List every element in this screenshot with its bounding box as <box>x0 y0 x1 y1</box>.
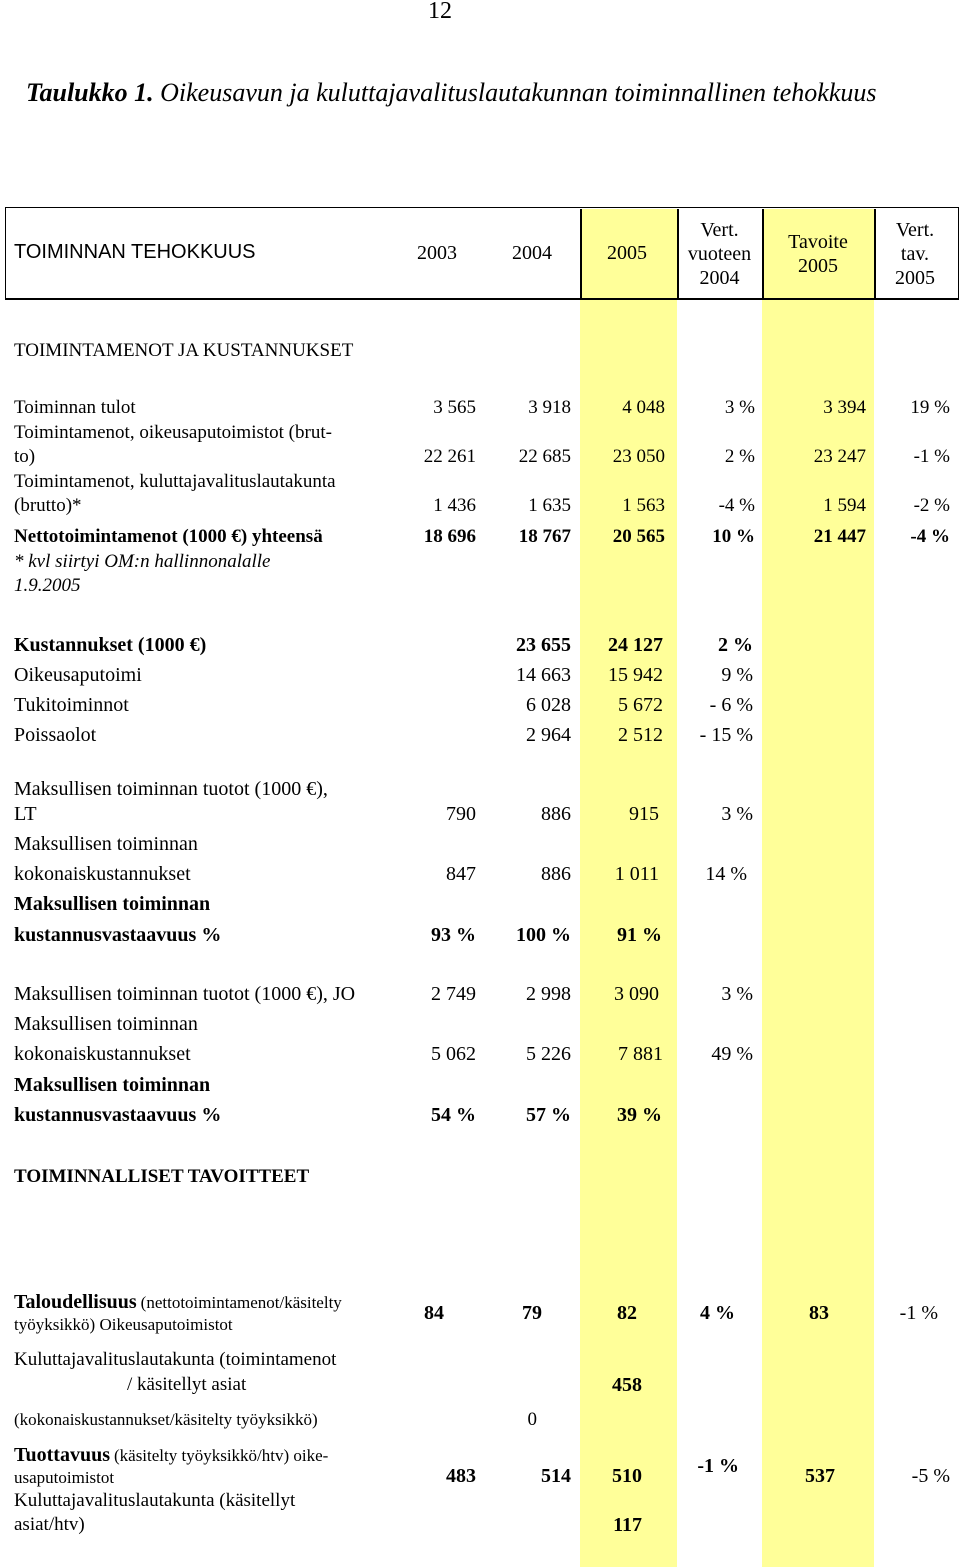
cell-2004: 6 028 <box>526 694 571 716</box>
cell-target: 3 394 <box>823 397 866 418</box>
cell-2005: 23 050 <box>612 446 665 467</box>
cell-vert: -1 % <box>697 1455 739 1477</box>
cell-2003: 3 565 <box>433 397 476 418</box>
label-bold: Taloudellisuus <box>14 1291 137 1313</box>
cell-vert: 14 % <box>705 863 747 885</box>
row-label: LT <box>14 803 37 825</box>
cell-2004: 886 <box>541 863 571 885</box>
label-bold: Tuottavuus <box>14 1444 110 1466</box>
cell-vert: 9 % <box>721 664 753 686</box>
column-header-2004: 2004 <box>512 242 552 264</box>
cell-2005: 1 011 <box>614 863 659 885</box>
row-label: Maksullisen toiminnan tuotot (1000 €), JO <box>14 983 356 1005</box>
cell-2005: 510 <box>612 1465 642 1487</box>
cell-vert-target: -4 % <box>910 526 950 547</box>
footnote: * kvl siirtyi OM:n hallinnonalalle <box>14 551 271 572</box>
cell-2005: 7 881 <box>618 1043 663 1065</box>
cell-vert: 3 % <box>721 803 753 825</box>
cell-2005: 15 942 <box>608 664 663 686</box>
cell-2004: 79 <box>522 1302 542 1324</box>
row-label: Kuluttajavalituslautakunta (toimintamenot <box>14 1349 337 1370</box>
column-header-2003: 2003 <box>417 242 457 264</box>
row-label: Oikeusaputoimi <box>14 664 142 686</box>
row-label: kustannusvastaavuus % <box>14 1104 222 1126</box>
cell-2004: 0 <box>527 1409 537 1430</box>
row-label: kustannusvastaavuus % <box>14 924 222 946</box>
cell-2005: 117 <box>613 1514 642 1536</box>
header-line: 2005 <box>798 255 838 277</box>
cell-2004: 5 226 <box>526 1043 571 1065</box>
cell-vert: - 15 % <box>699 724 753 746</box>
row-label: Maksullisen toiminnan <box>14 1013 198 1035</box>
row-label-costs: Kustannukset (1000 €) <box>14 634 207 656</box>
cell-2004: 23 655 <box>516 634 571 656</box>
cell-2005: 1 563 <box>622 495 665 516</box>
cell-2005: 24 127 <box>608 634 663 656</box>
row-label: usaputoimistot <box>14 1468 115 1487</box>
cell-2003: 1 436 <box>433 495 476 516</box>
cell-vert: 2 % <box>718 634 753 656</box>
cell-2003: 2 749 <box>431 983 476 1005</box>
row-label: työyksikkö) Oikeusaputoimistot <box>14 1315 233 1334</box>
section-heading-operating: TOIMINTAMENOT JA KUSTANNUKSET <box>14 340 354 361</box>
row-label: Maksullisen toiminnan <box>14 1074 211 1096</box>
cell-vert: 10 % <box>712 526 755 547</box>
cell-2005: 915 <box>629 803 659 825</box>
cell-2004: 57 % <box>526 1104 571 1126</box>
row-note: (kokonaiskustannukset/käsitelty työyksikkö) <box>14 1410 318 1429</box>
cell-2004: 1 635 <box>528 495 571 516</box>
cell-2004: 886 <box>541 803 571 825</box>
cell-vert-target: -1 % <box>913 446 950 467</box>
header-line: 2005 <box>895 267 935 289</box>
cell-vert: 49 % <box>711 1043 753 1065</box>
row-label: Kuluttajavalituslautakunta (käsitellyt <box>14 1490 296 1511</box>
page-number: 12 <box>428 0 452 24</box>
cell-vert: 3 % <box>721 983 753 1005</box>
section-heading-targets: TOIMINNALLISET TAVOITTEET <box>14 1166 310 1187</box>
cell-2005: 20 565 <box>612 526 665 547</box>
header-line: 2004 <box>699 267 740 289</box>
cell-2005: 91 % <box>617 924 662 946</box>
row-label: Maksullisen toiminnan <box>14 833 198 855</box>
cell-vert-target: 19 % <box>910 397 950 418</box>
row-label: / käsitellyt asiat <box>127 1374 247 1395</box>
cell-2005: 82 <box>617 1302 637 1324</box>
row-label-economy <box>14 1291 342 1314</box>
cell-2005: 39 % <box>617 1104 662 1126</box>
cell-2004: 18 767 <box>518 526 571 547</box>
header-line: vuoteen <box>687 243 752 265</box>
cell-2003: 5 062 <box>431 1043 476 1065</box>
cell-2005: 5 672 <box>618 694 663 716</box>
header-line: Tavoite <box>788 231 848 253</box>
header-separator <box>580 209 582 300</box>
row-label: Maksullisen toiminnan tuotot (1000 €), <box>14 778 328 800</box>
footnote: 1.9.2005 <box>14 575 81 596</box>
cell-2004: 22 685 <box>518 446 571 467</box>
row-label: to) <box>14 446 36 467</box>
cell-2004: 100 % <box>516 924 571 946</box>
cell-2004: 2 964 <box>526 724 571 746</box>
cell-vert: 2 % <box>724 446 755 467</box>
column-header-2005: 2005 <box>607 242 647 264</box>
cell-target: 1 594 <box>823 495 866 516</box>
column-header-vert-target <box>874 218 956 290</box>
cell-2005: 3 090 <box>614 983 659 1005</box>
row-label: Tukitoiminnot <box>14 694 129 716</box>
row-label: asiat/htv) <box>14 1514 85 1535</box>
header-line: Vert. <box>700 219 739 241</box>
cell-target: 23 247 <box>813 446 866 467</box>
cell-vert: 3 % <box>724 397 755 418</box>
column-header-title: TOIMINNAN TEHOKKUUS <box>14 241 256 263</box>
cell-2005: 458 <box>612 1374 642 1396</box>
table-caption <box>26 78 876 108</box>
cell-2005: 4 048 <box>622 397 665 418</box>
cell-2004: 3 918 <box>528 397 571 418</box>
row-label: Maksullisen toiminnan <box>14 893 211 915</box>
label-rest: (nettotoimintamenot/käsitelty <box>140 1293 342 1312</box>
header-divider <box>5 298 959 300</box>
cell-target: 21 447 <box>813 526 866 547</box>
cell-2003: 93 % <box>431 924 476 946</box>
cell-target: 83 <box>809 1302 829 1324</box>
cell-vert: 4 % <box>700 1302 735 1324</box>
cell-2003: 483 <box>446 1465 476 1487</box>
row-label: Toimintamenot, oikeusaputoimistot (brut- <box>14 422 332 443</box>
caption-label: Taulukko 1. <box>26 78 154 107</box>
header-line: Vert. <box>895 219 935 241</box>
cell-2003: 84 <box>424 1302 444 1324</box>
row-label: Toimintamenot, kuluttajavalituslautakunta <box>14 471 336 492</box>
label-rest: (käsitelty työyksikkö/htv) oike- <box>113 1446 329 1465</box>
row-label: kokonaiskustannukset <box>14 1043 191 1065</box>
cell-2003: 847 <box>446 863 476 885</box>
cell-2003: 790 <box>446 803 476 825</box>
row-label: Toiminnan tulot <box>14 397 136 418</box>
row-label: (brutto)* <box>14 495 82 516</box>
header-line: tav. <box>900 243 930 265</box>
cell-vert: -4 % <box>718 495 755 516</box>
row-label: kokonaiskustannukset <box>14 863 191 885</box>
cell-vert-target: -5 % <box>911 1465 950 1487</box>
cell-vert-target: -1 % <box>899 1302 938 1324</box>
cell-target: 537 <box>805 1465 835 1487</box>
cell-2004: 514 <box>541 1465 571 1487</box>
cell-vert: - 6 % <box>709 694 753 716</box>
row-label: Poissaolot <box>14 724 97 746</box>
column-header-target <box>762 230 874 278</box>
row-label-productivity <box>14 1444 328 1467</box>
cell-2004: 14 663 <box>516 664 571 686</box>
cell-2003: 54 % <box>431 1104 476 1126</box>
cell-vert-target: -2 % <box>913 495 950 516</box>
cell-2003: 18 696 <box>423 526 476 547</box>
cell-2005: 2 512 <box>618 724 663 746</box>
column-header-vert-2004 <box>677 218 762 290</box>
caption-text: Oikeusavun ja kuluttajavalituslautakunnan toiminnallinen tehokkuus <box>160 78 877 107</box>
row-label-total: Nettotoimintamenot (1000 €) yhteensä <box>14 526 323 547</box>
cell-2004: 2 998 <box>526 983 571 1005</box>
cell-2003: 22 261 <box>423 446 476 467</box>
